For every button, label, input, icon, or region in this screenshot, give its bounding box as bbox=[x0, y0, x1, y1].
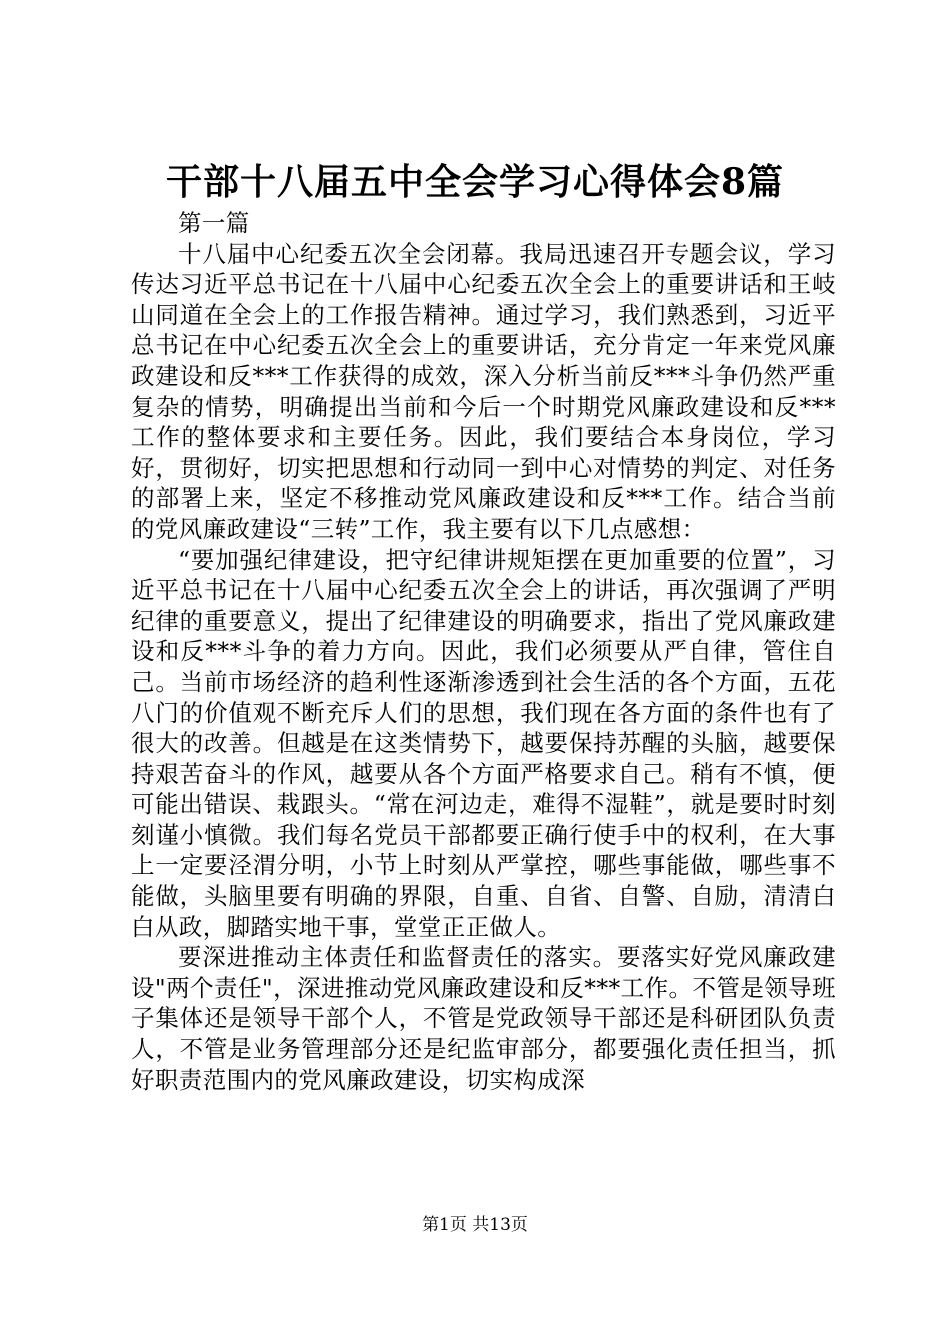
paragraph-2: “要加强纪律建设，把守纪律讲规矩摆在更加重要的位置”，习近平总书记在十八届中心纪委五次全会上的讲话，再次强调了严明纪律的重要意义，提出了纪律建设的明确要求，指出了党风廉政建设和反***斗争的着力方向。因此，我们必须要从严自律，管住自己。当前市场经济的趋利性逐渐渗透到社会生活的各个方面，五花八门的价值观不断充斥人们的思想，我们现在各方面的条件也有了很大的改善。但越是在这类情势下，越要保持苏醒的头脑，越要保持艰苦奋斗的作风，越要从各个方面严格要求自己。稍有不慎，便可能出错误、栽跟头。“常在河边走，难得不湿鞋”，就是要时时刻刻谨小慎微。我们每名党员干部都要正确行使手中的权利，在大事上一定要泾渭分明，小节上时刻从严掌控，哪些事能做，哪些事不能做，头脑里要有明确的界限，自重、自省、自警、自励，清清白白从政，脚踏实地干事，堂堂正正做人。 bbox=[131, 545, 836, 941]
paragraph-1: 十八届中心纪委五次全会闭幕。我局迅速召开专题会议，学习传达习近平总书记在十八届中心纪委五次全会上的重要讲话和王岐山同道在全会上的工作报告精神。通过学习，我们熟悉到，习近平总书记在中心纪委五次全会上的重要讲话，充分肯定一年来党风廉政建设和反***工作获得的成效，深入分析当前反***斗争仍然严重复杂的情势，明确提出当前和今后一个时期党风廉政建设和反***工作的整体要求和主要任务。因此，我们要结合本身岗位，学习好，贯彻好，切实把思想和行动同一到中心对情势的判定、对任务的部署上来，坚定不移推动党风廉政建设和反***工作。结合当前的党风廉政建设“三转”工作，我主要有以下几点感想： bbox=[131, 239, 836, 543]
section-heading: 第一篇 bbox=[178, 209, 250, 237]
page-number-footer: 第1页 共13页 bbox=[422, 1215, 528, 1235]
document-title: 干部十八届五中全会学习心得体会8篇 bbox=[165, 161, 785, 203]
paragraph-3: 要深进推动主体责任和监督责任的落实。要落实好党风廉政建设"两个责任"，深进推动党风廉政建设和反***工作。不管是领导班子集体还是领导干部个人，不管是党政领导干部还是科研团队负责人，不管是业务管理部分还是纪监审部分，都要强化责任担当，抓好职责范围内的党风廉政建设，切实构成深 bbox=[131, 943, 836, 1094]
document-body bbox=[131, 208, 836, 1095]
